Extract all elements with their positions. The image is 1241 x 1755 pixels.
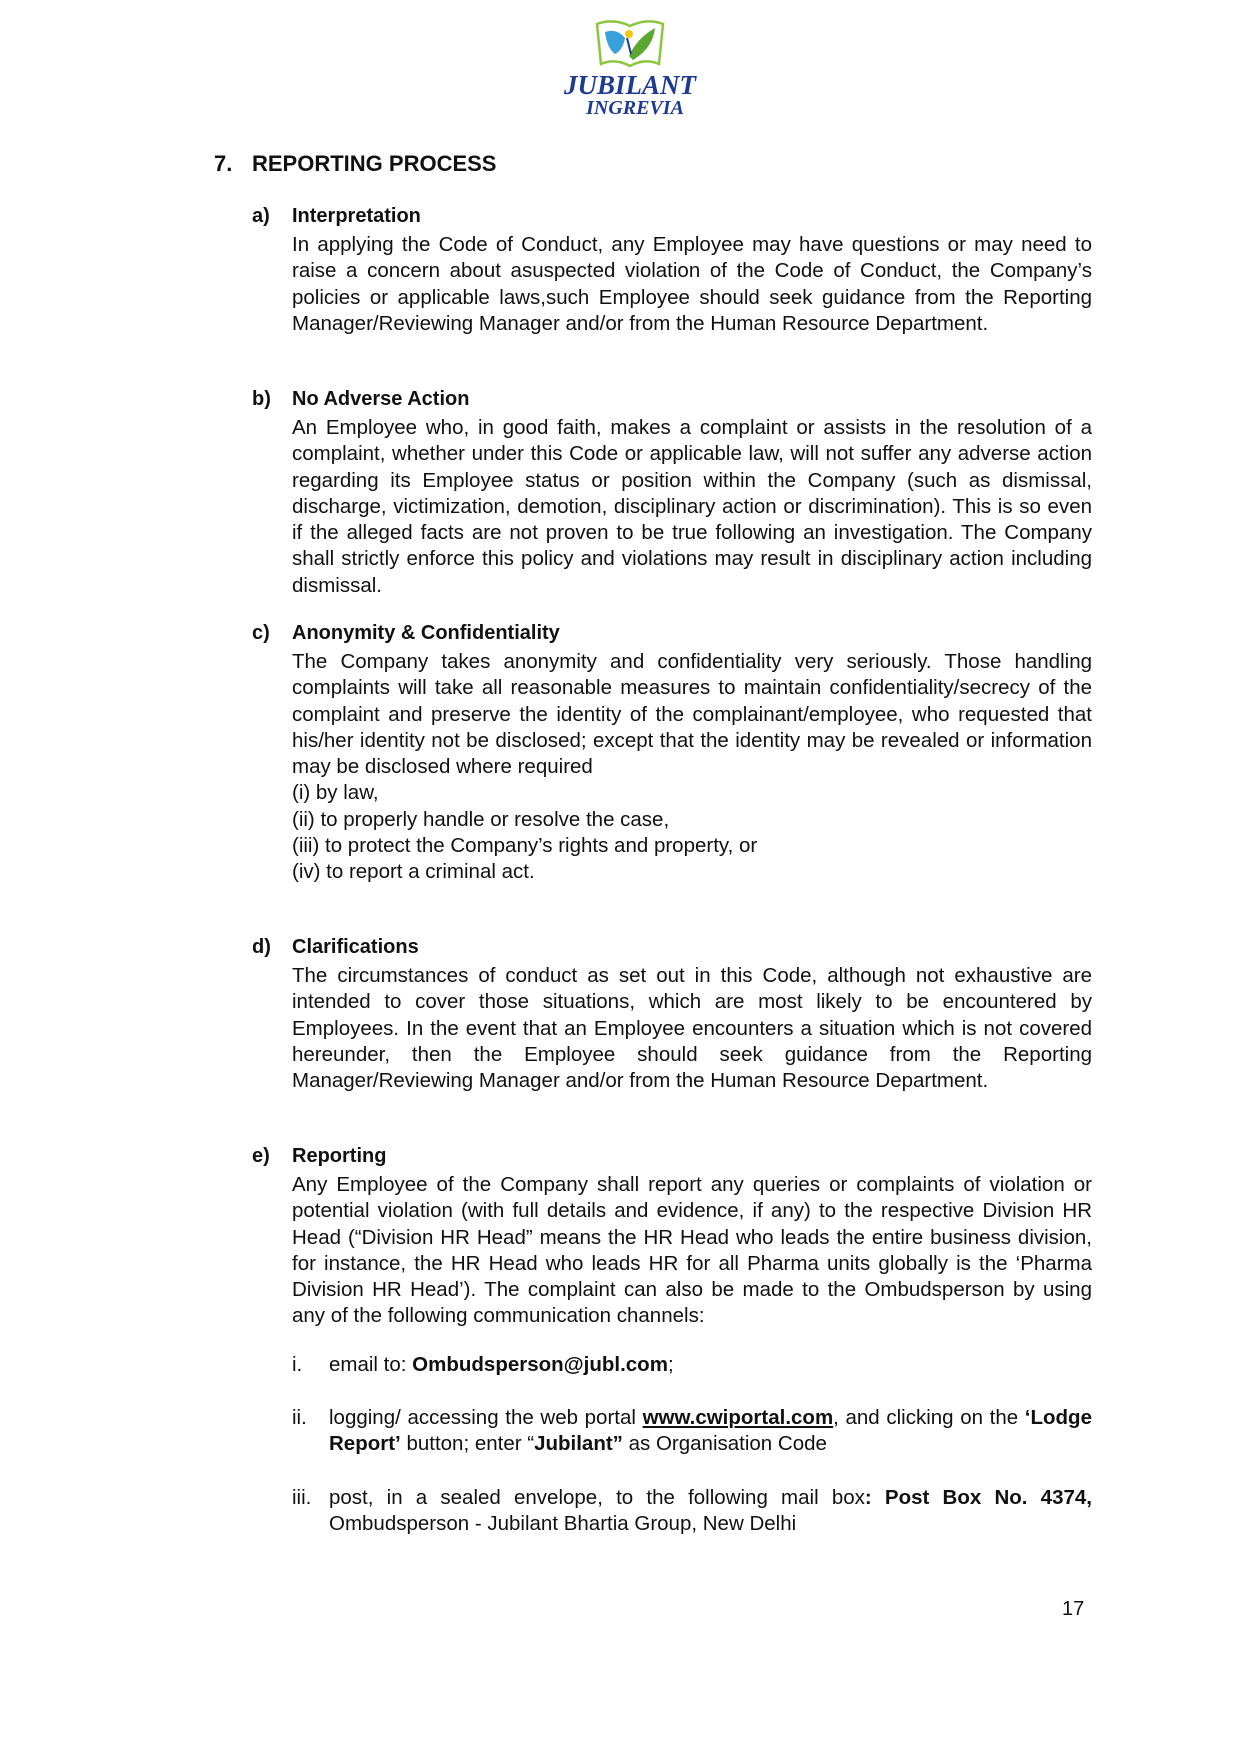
subsection-title: Clarifications (292, 936, 419, 958)
subsection-body: Any Employee of the Company shall report any queries or complaints of violation or potential violation (with full details and evidence, if any) to the respective Division HR Head (“Division HR Head” means the HR Head who leads the entire business division, for instance, the HR Head who leads HR for all Pharma units globally is the ‘Pharma Division HR Head’). The complaint can also be made to the Ombudsperson by using any of the following communication channels: (292, 1173, 1092, 1328)
channel-post (292, 1485, 1092, 1538)
ombudsperson-email-link[interactable]: Ombudsperson@jubl.com (412, 1352, 668, 1376)
subsection-body: The Company takes anonymity and confidentiality very seriously. Those handling complaints will take all reasonable measures to maintain confidentiality/secrecy of the complaint and preserve the identity of the complainant/employee, who requested that his/her identity not be disclosed; except that the identity may be revealed or information may be disclosed where required (292, 650, 1092, 779)
section-heading (214, 151, 496, 177)
heading-title: REPORTING PROCESS (252, 151, 497, 176)
subsection-body: In applying the Code of Conduct, any Employee may have questions or may need to raise a concern about asuspected violation of the Code of Conduct, the Company’s policies or applicable laws,such Employee should seek guidance from the Reporting Manager/Reviewing Manager and/or from the Human Resource Department. (292, 233, 1092, 335)
channel-text: post, in a sealed envelope, to the following mail box (329, 1485, 865, 1509)
channel-text: button; enter “ (400, 1432, 535, 1456)
subsection-clarifications (252, 934, 1092, 1094)
subsection-label: b) (252, 388, 271, 410)
channel-text: Ombudsperson - Jubilant Bhartia Group, New Delhi (329, 1511, 797, 1535)
subsection-anonymity-confidentiality (252, 620, 1092, 886)
channel-text: as Organisation Code (622, 1432, 827, 1456)
subsection-interpretation (252, 203, 1092, 337)
page-number: 17 (1062, 1598, 1085, 1620)
condition-item: (ii) to properly handle or resolve the case, (292, 807, 670, 831)
book-bird-logo-icon (593, 18, 667, 70)
channel-text: ; (667, 1352, 674, 1376)
condition-item: (iii) to protect the Company’s rights and property, or (292, 834, 758, 858)
subsection-title: Interpretation (292, 205, 421, 227)
subsection-title: No Adverse Action (292, 388, 470, 410)
heading-number: 7. (214, 151, 233, 176)
channel-number: iii. (292, 1485, 312, 1509)
subsection-label: e) (252, 1145, 270, 1167)
cwiportal-link[interactable]: www.cwiportal.com (642, 1406, 834, 1430)
subsection-title: Anonymity & Confidentiality (292, 622, 560, 644)
post-box-number: : Post Box No. 4374, (864, 1485, 1092, 1509)
channel-text: , and clicking on the (833, 1406, 1025, 1430)
company-logo (560, 18, 700, 123)
channel-text: email to: (329, 1352, 413, 1376)
channel-email (292, 1352, 1092, 1378)
organisation-code: Jubilant” (534, 1432, 623, 1456)
logo-text-line2: INGREVIA (586, 97, 684, 119)
subsection-label: c) (252, 622, 270, 644)
subsection-no-adverse-action (252, 386, 1092, 599)
lodge-report-label: ‘Lodge Report’ (329, 1406, 1092, 1456)
logo-text-line1: JUBILANT (563, 70, 696, 100)
channel-web-portal (292, 1405, 1092, 1458)
subsection-body: The circumstances of conduct as set out in this Code, although not exhaustive are intended to cover those situations, which are most likely to be encountered by Employees. In the event that an Employee encounters a situation which is not covered hereunder, then the Employee should seek guidance from the Reporting Manager/Reviewing Manager and/or from the Human Resource Department. (292, 964, 1092, 1093)
channel-text: logging/ accessing the web portal (329, 1406, 643, 1430)
channel-number: i. (292, 1352, 303, 1376)
subsection-body: An Employee who, in good faith, makes a complaint or assists in the resolution of a complaint, whether under this Code or applicable law, will not suffer any adverse action regarding its Employee status or position within the Company (such as dismissal, discharge, victimization, demotion, disciplinary action or discrimination). This is so even if the alleged facts are not proven to be true following an investigation. The Company shall strictly enforce this policy and violations may result in disciplinary action including dismissal. (292, 416, 1092, 597)
condition-item: (iv) to report a criminal act. (292, 860, 535, 884)
subsection-label: a) (252, 205, 270, 227)
channel-number: ii. (292, 1406, 307, 1430)
subsection-title: Reporting (292, 1145, 387, 1167)
subsection-label: d) (252, 936, 271, 958)
condition-item: (i) by law, (292, 781, 379, 805)
subsection-reporting (252, 1143, 1092, 1537)
